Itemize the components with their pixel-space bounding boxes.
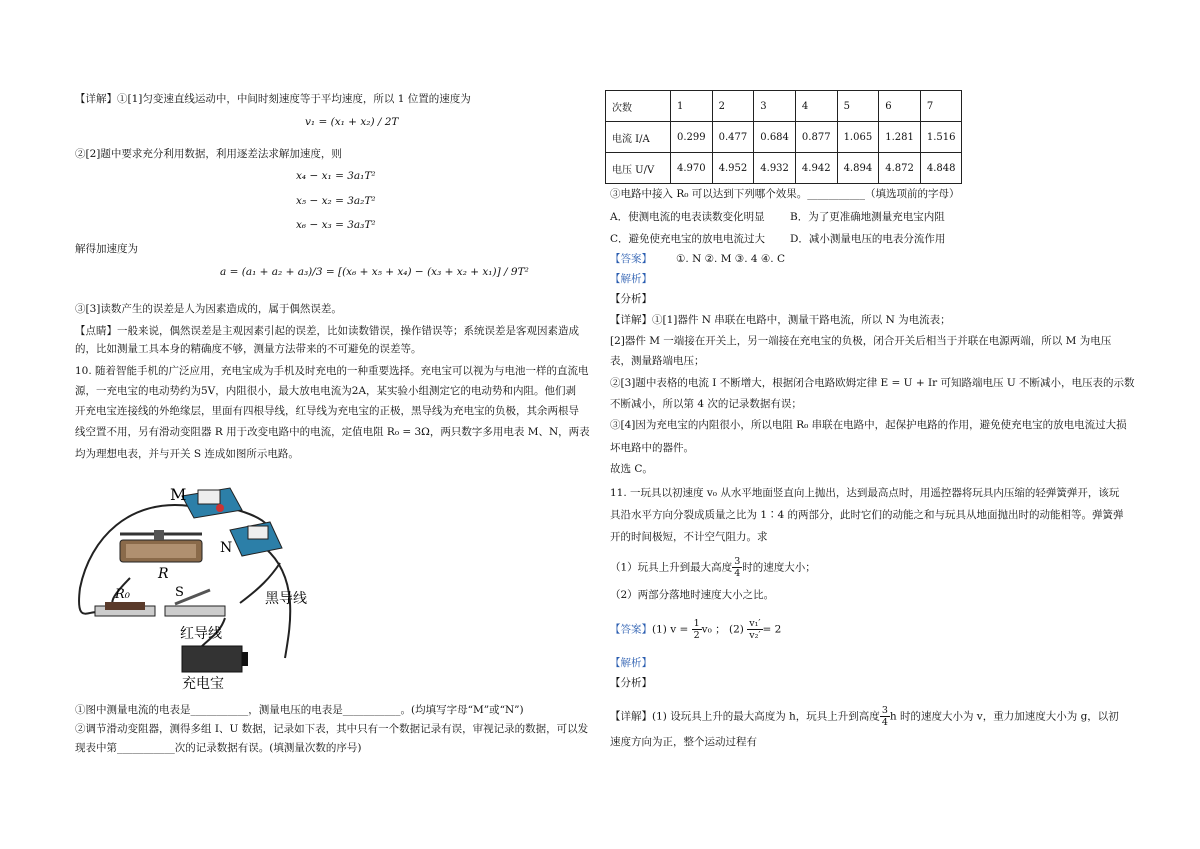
table-cell: 4.942 <box>795 153 837 184</box>
measurement-table <box>605 90 962 184</box>
detail-r-2: [2]器件 M 一端接在开关上，另一端接在充电宝的负极，闭合开关后相当于并联在电源两端，所以 M 为电压 <box>610 335 1112 347</box>
numerator: 3 <box>734 556 741 567</box>
label-power-bank: 充电宝 <box>182 676 224 692</box>
denominator: 2 <box>693 630 700 641</box>
table-cell: 6 <box>879 91 921 122</box>
equation-3: x₆ − x₃ = 3a₃T² <box>296 219 376 231</box>
breakdown-label: 【分析】 <box>610 293 652 305</box>
tip-line-2: 的，比如测量工具本身的精确度不够，测量方法带来的不可避免的误差等。 <box>75 343 422 355</box>
question-10-line-3: 开充电宝连接线的外绝缘层，里面有四根导线，红导线为充电宝的正极，黑导线为充电宝的负极，其余两根导 <box>75 405 579 417</box>
rheostat-r <box>120 530 202 562</box>
meter-n <box>230 522 282 556</box>
table-cell: 3 <box>754 91 796 122</box>
answer-label: 【答案】 <box>610 253 652 265</box>
detail-11-1-tail: h 时的速度大小为 v，重力加速度大小为 g，以初 <box>889 710 1119 723</box>
table-cell: 4.932 <box>754 153 796 184</box>
fraction <box>880 705 890 728</box>
detail-11-2: 速度方向为正，整个运动过程有 <box>610 736 757 748</box>
blank-line-1: ①图中测量电流的电表是___________，测量电压的电表是___________。(均填写字母“M”或“N”) <box>75 704 524 716</box>
equation-v1: v₁ = (x₁ + x₂) / 2T <box>305 116 399 128</box>
sub-question-1-tail: 时的速度大小； <box>742 561 816 574</box>
label-r0: R₀ <box>115 587 130 602</box>
numerator: v₁′ <box>749 618 761 629</box>
option-c: C．避免使充电宝的放电电流过大 <box>610 233 766 245</box>
answer-11-label: 【答案】 <box>610 623 652 636</box>
option-a: A．使测电流的电表读数变化明显 <box>610 211 765 223</box>
table-cell: 次数 <box>606 91 671 122</box>
label-m: M <box>170 485 187 504</box>
table-cell: 4.952 <box>712 153 754 184</box>
fraction <box>747 618 762 641</box>
detail-11-1-text: 【详解】(1) 设玩具上升的最大高度为 h，玩具上升到高度 <box>610 710 880 723</box>
circuit-figure <box>70 478 370 693</box>
sub-question-1-text: （1）玩具上升到最大高度 <box>610 561 733 574</box>
table-cell: 4.970 <box>671 153 713 184</box>
detail-line-2: ②[2]题中要求充分利用数据，利用逐差法求解加速度，则 <box>75 148 342 160</box>
label-r: R <box>158 566 169 582</box>
table-cell: 0.477 <box>712 122 754 153</box>
table-cell: 1.516 <box>920 122 962 153</box>
table-cell: 7 <box>920 91 962 122</box>
sub-question-1 <box>610 556 816 579</box>
question-11-line-2: 具沿水平方向分裂成质量之比为 1∶4 的两部分，此时它们的动能之和与玩具从地面抛出时的动能相等。弹簧弹 <box>610 509 1124 521</box>
table-cell: 4.894 <box>837 153 879 184</box>
label-n: N <box>220 540 233 556</box>
detail-r-5: 不断减小，所以第 4 次的记录数据有误； <box>610 398 802 410</box>
switch-s <box>165 590 225 616</box>
detail-r-6: ③[4]因为充电宝的内阻很小，所以电阻 R₀ 串联在电路中，起保护电路的作用，避免使充电宝的放电电流过大损 <box>610 419 1127 431</box>
table-cell: 0.877 <box>795 122 837 153</box>
question-10-line-1: 10. 随着智能手机的广泛应用，充电宝成为手机及时充电的一种重要选择。充电宝可以视为与电池一样的直流电 <box>75 365 589 377</box>
option-b: B．为了更准确地测量充电宝内阻 <box>790 211 945 223</box>
resistor-r0 <box>95 602 155 616</box>
table-cell: 5 <box>837 91 879 122</box>
fraction <box>732 556 742 579</box>
detail-r-4: ②[3]题中表格的电流 I 不断增大，根据闭合电路欧姆定律 E = U + Ir 可知路端电压 U 不断减小，电压表的示数 <box>610 377 1135 389</box>
table-cell: 1.281 <box>879 122 921 153</box>
analysis-label: 【解析】 <box>610 273 652 285</box>
denominator: 4 <box>881 717 888 728</box>
table-cell: 电压 U/V <box>606 153 671 184</box>
detail-r-7: 坏电路中的器件。 <box>610 442 694 454</box>
question-10-line-2: 源，一充电宝的电动势约为5V，内阻很小，最大放电电流为2A，某实验小组测定它的电动势和内阻。他们剥 <box>75 385 577 397</box>
question-r0-effect: ③电路中接入 R₀ 可以达到下列哪个效果。___________（填选项前的字母） <box>610 188 960 200</box>
blank-line-2: ②调节滑动变阻器，测得多组 I、U 数据，记录如下表，其中只有一个数据记录有误，审视记录的数据，可以发 <box>75 723 589 735</box>
breakdown-label-2: 【分析】 <box>610 677 652 689</box>
detail-r-3: 表，测量路端电压； <box>610 355 705 367</box>
answer-11-part2-tail: = 2 <box>762 623 782 636</box>
fraction <box>692 618 702 641</box>
table-cell: 电流 I/A <box>606 122 671 153</box>
detail-line-3: ③[3]读数产生的误差是人为因素造成的，属于偶然误差。 <box>75 303 342 315</box>
question-11-line-1: 11. 一玩具以初速度 v₀ 从水平地面竖直向上抛出，达到最高点时，用遥控器将玩具内压缩的轻弹簧弹开，该玩 <box>610 487 1120 499</box>
table-row <box>606 153 962 184</box>
detail-r-8: 故选 C。 <box>610 463 653 475</box>
question-10-line-5: 均为理想电表，并与开关 S 连成如图所示电路。 <box>75 448 299 460</box>
answer-11-part1-tail: v₀ ； (2) <box>701 623 748 636</box>
table-row <box>606 122 962 153</box>
meter-m <box>182 488 242 518</box>
denominator: 4 <box>734 568 741 579</box>
table-cell: 0.684 <box>754 122 796 153</box>
tip-line-1: 【点睛】一般来说，偶然误差是主观因素引起的误差，比如读数错误，操作错误等；系统误差是客观因素造成 <box>75 325 579 337</box>
table-cell: 0.299 <box>671 122 713 153</box>
answer-11-part1: (1) v = <box>652 623 692 636</box>
label-red-wire: 红导线 <box>180 626 222 642</box>
option-d: D．减小测量电压的电表分流作用 <box>790 233 946 245</box>
equation-1: x₄ − x₁ = 3a₁T² <box>296 170 376 182</box>
table-cell: 1.065 <box>837 122 879 153</box>
numerator: 1 <box>693 618 700 629</box>
table-cell: 4 <box>795 91 837 122</box>
equation-2: x₅ − x₂ = 3a₂T² <box>296 195 376 207</box>
solve-line: 解得加速度为 <box>75 243 138 255</box>
power-bank-icon <box>182 646 248 672</box>
sub-question-2: （2）两部分落地时速度大小之比。 <box>610 589 775 601</box>
table-cell: 1 <box>671 91 713 122</box>
equation-acceleration: a = (a₁ + a₂ + a₃)/3 = [(x₆ + x₅ + x₄) − (x₃ + x₂ + x₁)] / 9T² <box>220 266 529 278</box>
question-11-line-3: 开的时间极短，不计空气阻力。求 <box>610 531 768 543</box>
answer-text: ①. N ②. M ③. 4 ④. C <box>676 253 786 265</box>
table-header-row <box>606 91 962 122</box>
analysis-label-2: 【解析】 <box>610 657 652 669</box>
detail-r-1: 【详解】①[1]器件 N 串联在电路中，测量干路电流，所以 N 为电流表； <box>610 314 951 326</box>
table-cell: 4.872 <box>879 153 921 184</box>
label-s: S <box>175 585 184 600</box>
table-cell: 4.848 <box>920 153 962 184</box>
denominator: v₂′ <box>749 630 761 641</box>
blank-line-3: 现表中第___________次的记录数据有误。(填测量次数的序号) <box>75 742 362 754</box>
answer-11 <box>610 618 781 641</box>
label-black-wire: 黑导线 <box>265 591 307 607</box>
question-10-line-4: 线空置不用，另有滑动变阻器 R 用于改变电路中的电流，定值电阻 R₀ = 3Ω，两只数字多用电表 M、N，两表 <box>75 426 590 438</box>
table-cell: 2 <box>712 91 754 122</box>
detail-line-1: 【详解】①[1]匀变速直线运动中，中间时刻速度等于平均速度，所以 1 位置的速度为 <box>75 93 471 105</box>
numerator: 3 <box>881 705 888 716</box>
detail-11-1 <box>610 705 1119 728</box>
